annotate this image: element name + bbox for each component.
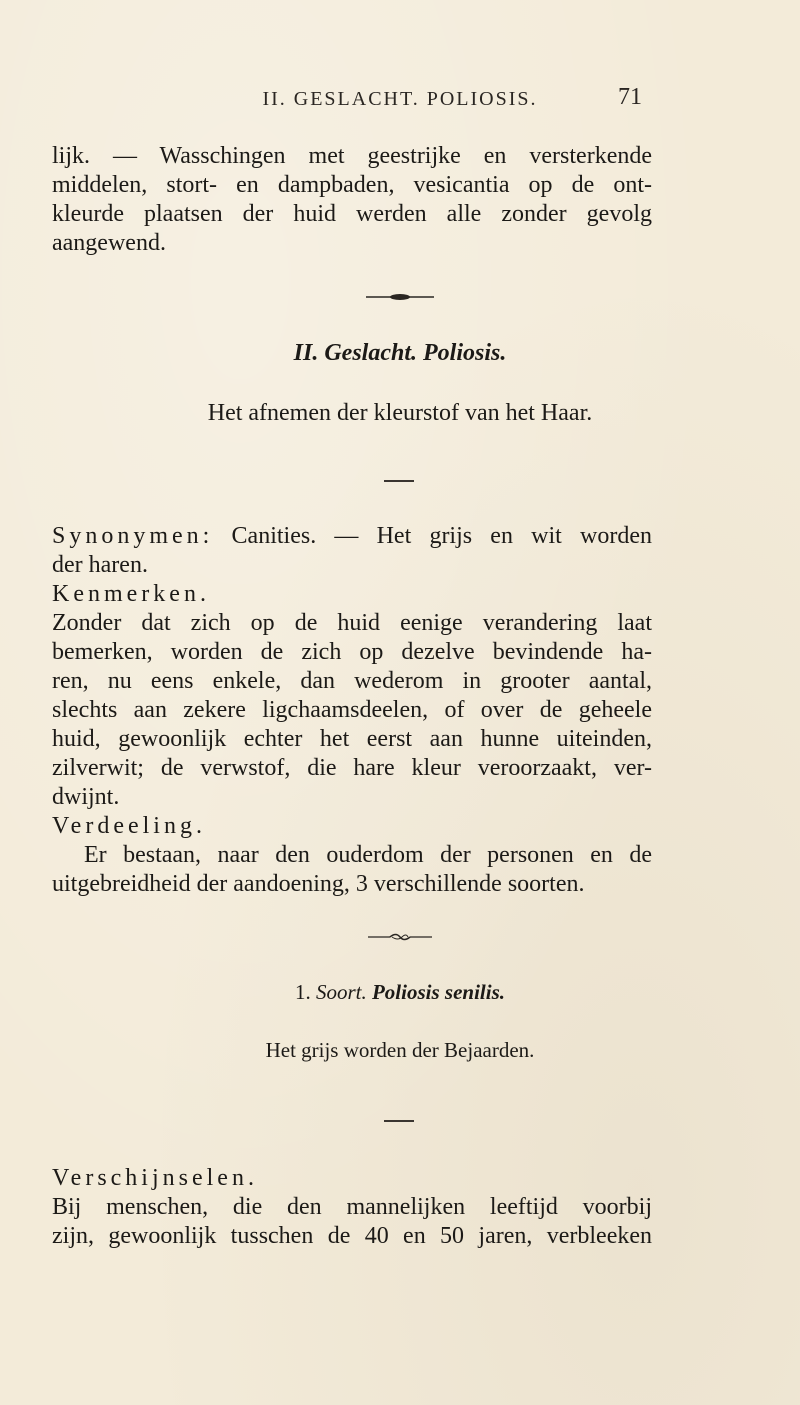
intro-paragraph (52, 142, 652, 258)
text-line: zilverwit; de verwstof, die hare kleur veroorzaakt, ver- (52, 755, 652, 781)
text-line: ren, nu eens enkele, dan wederom in grooter aantal, (52, 668, 652, 694)
running-head: II. GESLACHT. POLIOSIS. (262, 88, 538, 110)
verschijnselen-label: Verschijnselen. (52, 1165, 258, 1191)
synonyms-line (52, 522, 652, 551)
page-header (0, 84, 800, 118)
page-number: 71 (618, 84, 642, 110)
text-line: huid, gewoonlijk echter het eerst aan hunne uiteinden, (52, 726, 652, 752)
text-line: Zonder dat zich op de huid eenige verandering laat (52, 610, 652, 636)
text-line: uitgebreidheid der aandoening, 3 verschillende soorten. (52, 871, 585, 897)
text-line: middelen, stort- en dampbaden, vesicantia op de ont- (52, 172, 652, 198)
species-title (0, 980, 800, 1005)
text-line: Bij menschen, die den mannelijken leeftijd voorbij (52, 1194, 652, 1220)
species-number: 1. (294, 980, 311, 1004)
text-line: Er bestaan, naar den ouderdom der personen en de (84, 842, 652, 868)
genus-subtitle: Het afnemen der kleurstof van het Haar. (207, 400, 593, 426)
synonyms-text: Canities. — Het grijs en wit worden (231, 523, 652, 549)
kenmerken-label: Kenmerken. (52, 581, 210, 607)
text-line: zijn, gewoonlijk tusschen de 40 en 50 jaren, verbleeken (52, 1223, 652, 1249)
ornament-divider (366, 932, 434, 942)
ornament-divider (364, 292, 436, 302)
species-name: Poliosis senilis. (371, 980, 506, 1004)
text-line: kleurde plaatsen der huid werden alle zonder gevolg (52, 201, 652, 227)
short-rule (384, 480, 414, 482)
text-line: dwijnt. (52, 784, 120, 810)
text-line: der haren. (52, 552, 148, 578)
genus-description (52, 522, 652, 899)
verdeeling-label: Verdeeling. (52, 813, 206, 839)
verschijnselen-section (52, 1164, 652, 1251)
genus-title: II. Geslacht. Poliosis. (293, 340, 507, 366)
species-label: Soort. (315, 980, 367, 1004)
short-rule (384, 1120, 414, 1122)
synonyms-label: Synonymen: (52, 523, 214, 549)
text-line: aangewend. (52, 230, 166, 256)
text-line: lijk. — Wasschingen met geestrijke en versterkende (52, 143, 652, 169)
text-line: bemerken, worden de zich op dezelve bevindende ha- (52, 639, 652, 665)
species-subtitle: Het grijs worden der Bejaarden. (265, 1038, 535, 1062)
text-line: slechts aan zekere ligchaamsdeelen, of over de geheele (52, 697, 652, 723)
